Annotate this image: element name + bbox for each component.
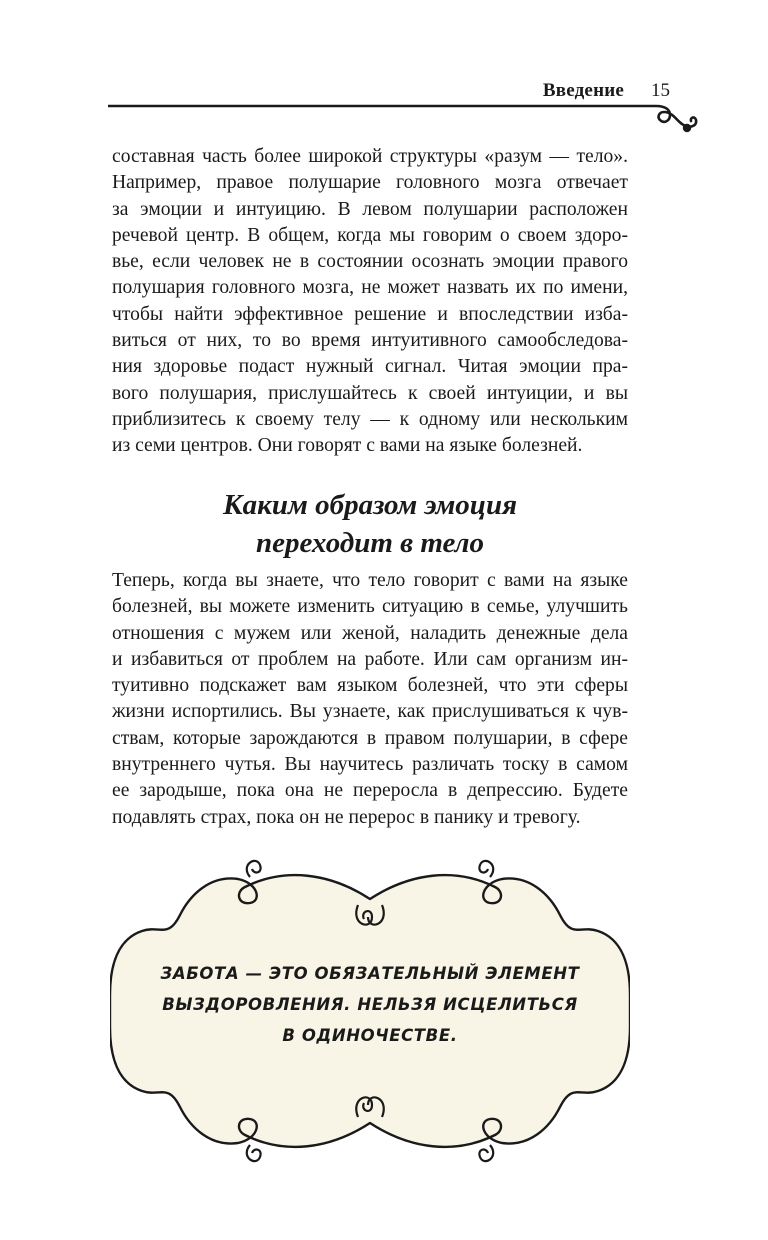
body-paragraph-1 [112, 144, 628, 460]
text-line: жизни испортились. Вы узнаете, как прислушиваться к чув- [112, 701, 628, 723]
text-line: подавлять страх, пока он не перерос в панику и тревогу. [112, 806, 581, 828]
text-line: из семи центров. Они говорят с вами на языке болезней. [112, 435, 583, 457]
text-line: внутреннего чутья. Вы научитесь различать тоску в самом [112, 754, 628, 776]
text-line: и избавиться от проблем на работе. Или сам организм ин- [112, 648, 628, 670]
text-line: за эмоции и интуицию. В левом полушарии расположен [112, 198, 628, 220]
callout-line: ЗАБОТА — ЭТО ОБЯЗАТЕЛЬНЫЙ ЭЛЕМЕНТ [160, 964, 580, 983]
header-rule-flourish [108, 98, 698, 138]
text-line: речевой центр. В общем, когда мы говорим о своем здоро- [112, 224, 628, 246]
text-line: чтобы найти эффективное решение и впоследствии изба- [112, 303, 628, 325]
text-line: отношения с мужем или женой, наладить денежные дела [112, 622, 628, 644]
section-heading-line: переходит в тело [255, 527, 485, 559]
text-line: болезней, вы можете изменить ситуацию в семье, улучшить [112, 596, 628, 618]
text-line: вого полушария, прислушайтесь к своей интуиции, и вы [112, 382, 628, 404]
text-line: полушария головного мозга, не может назвать их по имени, [112, 277, 628, 299]
text-line: приблизитесь к своему телу — к одному или нескольким [112, 408, 628, 430]
page-number: 15 [651, 80, 670, 101]
text-line: составная часть более широкой структуры «разум — тело». [112, 146, 628, 167]
text-line: вье, если человек не в состоянии осознать эмоции правого [112, 251, 628, 273]
text-line: виться от них, то во время интуитивного самообследова- [112, 330, 628, 352]
text-line: туитивно подскажет вам языком болезней, что эти сферы [112, 675, 628, 697]
callout-quote [150, 958, 590, 1051]
text-line: ния здоровье подаст нужный сигнал. Читая эмоции пра- [112, 356, 628, 378]
section-heading [112, 486, 628, 562]
callout-line: В ОДИНОЧЕСТВЕ. [282, 1026, 458, 1045]
text-line: ее зародыше, пока она не переросла в депрессию. Будете [112, 780, 628, 802]
section-heading-line: Каким образом эмоция [222, 489, 518, 521]
text-line: ствам, которые зарождаются в правом полушарии, в сфере [112, 727, 628, 749]
section-title: Введение [542, 80, 624, 101]
text-line: Например, правое полушарие головного мозга отвечает [112, 172, 628, 194]
body-paragraph-2 [112, 568, 628, 831]
text-line: Теперь, когда вы знаете, что тело говорит с вами на языке [112, 570, 628, 591]
callout-line: ВЫЗДОРОВЛЕНИЯ. НЕЛЬЗЯ ИСЦЕЛИТЬСЯ [162, 995, 578, 1014]
